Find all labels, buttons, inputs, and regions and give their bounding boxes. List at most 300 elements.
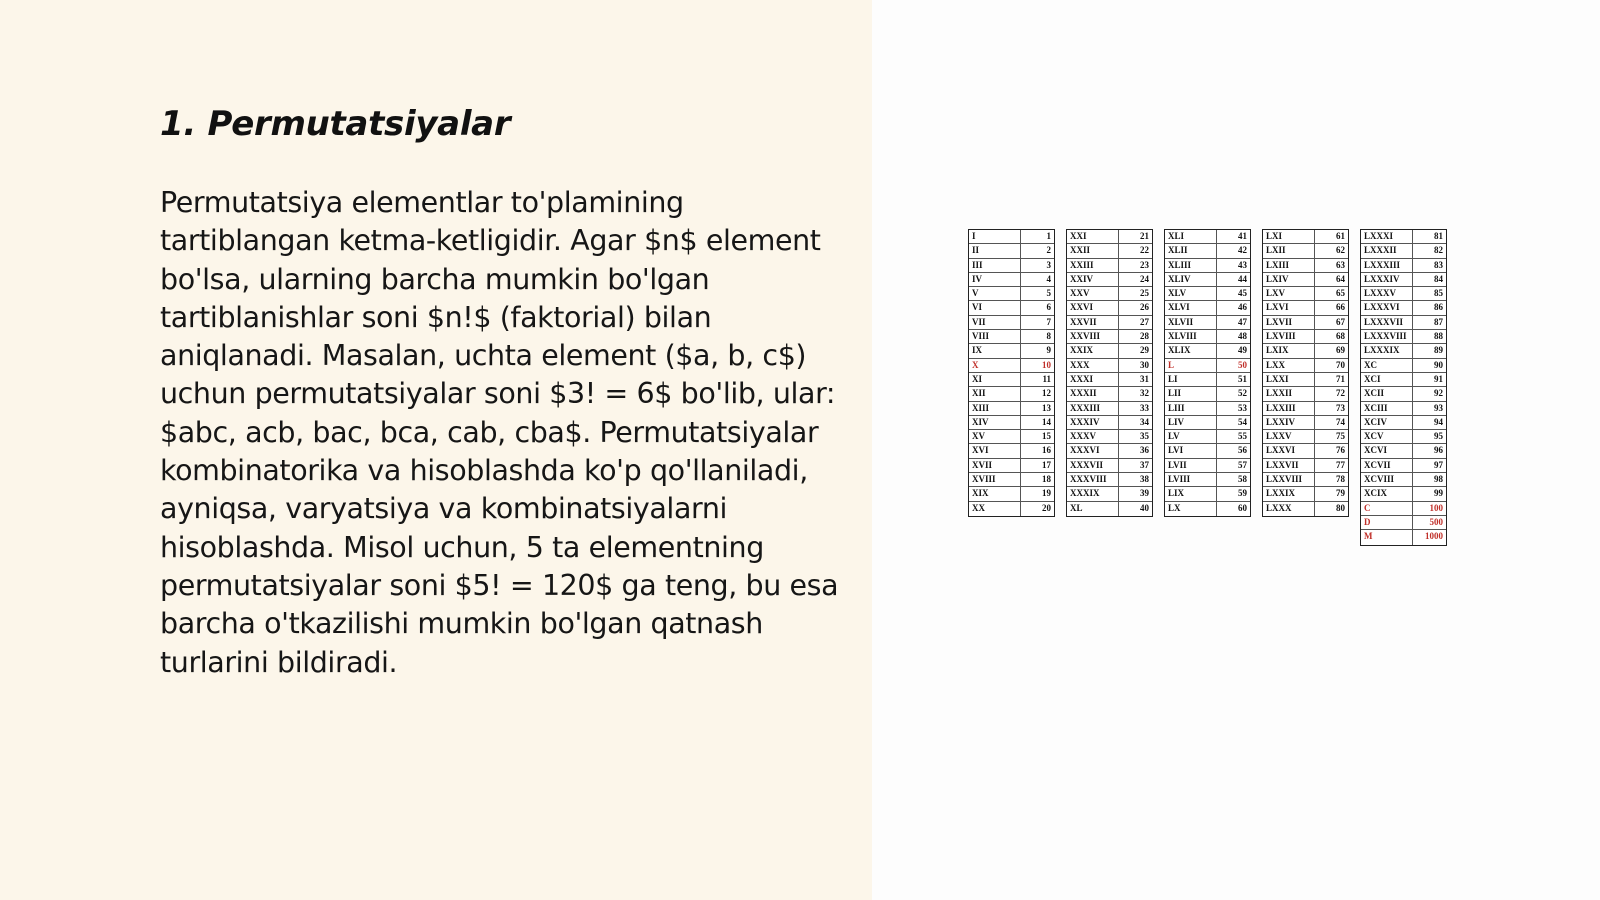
roman-numeral-cell: XXXI	[1067, 373, 1119, 386]
roman-numeral-cell: C	[1361, 502, 1413, 515]
table-row	[1165, 287, 1250, 301]
arabic-number-cell: 80	[1336, 502, 1345, 513]
table-row	[1263, 416, 1348, 430]
roman-numeral-cell: XX	[969, 502, 1021, 516]
table-row	[1263, 487, 1348, 501]
table-row	[969, 259, 1054, 273]
roman-numeral-cell: LXXXIX	[1361, 344, 1413, 357]
table-row	[1361, 273, 1446, 287]
table-row	[1165, 402, 1250, 416]
table-row	[1361, 330, 1446, 344]
arabic-number-cell: 43	[1238, 259, 1247, 270]
roman-numeral-cell: XXXIX	[1067, 487, 1119, 500]
arabic-number-cell: 5	[1046, 288, 1051, 299]
table-row	[1263, 230, 1348, 244]
arabic-number-cell: 31	[1140, 373, 1149, 384]
roman-numeral-cell: XC	[1361, 359, 1413, 372]
roman-numeral-cell: LXVIII	[1263, 330, 1315, 343]
table-row	[1165, 373, 1250, 387]
roman-numeral-cell: D	[1361, 516, 1413, 529]
arabic-number-cell: 29	[1140, 345, 1149, 356]
arabic-number-cell: 72	[1336, 388, 1345, 399]
table-row	[1067, 287, 1152, 301]
roman-numeral-cell: XCII	[1361, 387, 1413, 400]
roman-numeral-cell: XXII	[1067, 244, 1119, 257]
roman-numeral-cell: XLIII	[1165, 259, 1217, 272]
table-row	[1263, 259, 1348, 273]
roman-numeral-cell: XV	[969, 430, 1021, 443]
arabic-number-cell: 55	[1238, 431, 1247, 442]
arabic-number-cell: 49	[1238, 345, 1247, 356]
arabic-number-cell: 24	[1140, 273, 1149, 284]
table-row	[1263, 273, 1348, 287]
arabic-number-cell: 99	[1434, 488, 1443, 499]
arabic-number-cell: 28	[1140, 331, 1149, 342]
roman-numeral-cell: XXVIII	[1067, 330, 1119, 343]
arabic-number-cell: 97	[1434, 459, 1443, 470]
roman-numeral-cell: XLII	[1165, 244, 1217, 257]
table-row	[1165, 259, 1250, 273]
roman-numeral-cell: LII	[1165, 387, 1217, 400]
arabic-number-cell: 58	[1238, 474, 1247, 485]
arabic-number-cell: 16	[1042, 445, 1051, 456]
roman-numeral-cell: LXV	[1263, 287, 1315, 300]
roman-numeral-cell: VI	[969, 301, 1021, 314]
arabic-number-cell: 89	[1434, 345, 1443, 356]
arabic-number-cell: 53	[1238, 402, 1247, 413]
roman-numeral-cell: XLVII	[1165, 316, 1217, 329]
arabic-number-cell: 41	[1238, 231, 1247, 241]
table-row	[1067, 473, 1152, 487]
arabic-number-cell: 4	[1046, 273, 1051, 284]
table-row	[1165, 444, 1250, 458]
table-row	[1263, 359, 1348, 373]
arabic-number-cell: 95	[1434, 431, 1443, 442]
roman-numeral-cell: LXXXII	[1361, 244, 1413, 257]
roman-numeral-cell: LXXVIII	[1263, 473, 1315, 486]
table-row	[1263, 330, 1348, 344]
arabic-number-cell: 60	[1238, 502, 1247, 513]
arabic-number-cell: 19	[1042, 488, 1051, 499]
arabic-number-cell: 25	[1140, 288, 1149, 299]
arabic-number-cell: 1	[1046, 231, 1051, 241]
arabic-number-cell: 71	[1336, 373, 1345, 384]
table-row	[1165, 230, 1250, 244]
arabic-number-cell: 45	[1238, 288, 1247, 299]
roman-numeral-cell: LVI	[1165, 444, 1217, 457]
roman-numeral-cell: LXIV	[1263, 273, 1315, 286]
table-column	[1360, 229, 1447, 546]
arabic-number-cell: 32	[1140, 388, 1149, 399]
arabic-number-cell: 84	[1434, 273, 1443, 284]
arabic-number-cell: 56	[1238, 445, 1247, 456]
arabic-number-cell: 100	[1429, 502, 1443, 513]
roman-numerals-table	[968, 229, 1447, 546]
roman-numeral-cell: XLVI	[1165, 301, 1217, 314]
table-row	[1361, 287, 1446, 301]
table-row	[1263, 373, 1348, 387]
table-row	[1067, 502, 1152, 516]
arabic-number-cell: 20	[1042, 502, 1051, 513]
table-row	[1263, 344, 1348, 358]
roman-numeral-cell: LXXII	[1263, 387, 1315, 400]
table-row	[969, 502, 1054, 516]
arabic-number-cell: 500	[1429, 516, 1443, 527]
roman-numeral-cell: LXIX	[1263, 344, 1315, 357]
roman-numeral-cell: IV	[969, 273, 1021, 286]
roman-numeral-cell: XXXII	[1067, 387, 1119, 400]
table-row	[1165, 473, 1250, 487]
roman-numeral-cell: XLV	[1165, 287, 1217, 300]
roman-numeral-cell: XXVII	[1067, 316, 1119, 329]
roman-numeral-cell: LXI	[1263, 230, 1315, 243]
arabic-number-cell: 91	[1434, 373, 1443, 384]
table-row	[1263, 444, 1348, 458]
arabic-number-cell: 67	[1336, 316, 1345, 327]
roman-numeral-cell: XXXVI	[1067, 444, 1119, 457]
roman-numeral-cell: XL	[1067, 502, 1119, 516]
arabic-number-cell: 46	[1238, 302, 1247, 313]
arabic-number-cell: 98	[1434, 474, 1443, 485]
table-row	[969, 459, 1054, 473]
table-row	[1361, 459, 1446, 473]
arabic-number-cell: 79	[1336, 488, 1345, 499]
table-row	[1067, 459, 1152, 473]
slide-body-text: Permutatsiya elementlar to'plamining tartiblangan ketma-ketligidir. Agar $n$ element bo'lsa, ularning barcha mumkin bo'lgan tartiblanishlar soni $n!$ (faktorial) bilan aniqlanadi. Masalan, uchta element ($a, b, c$) uchun permutatsiyalar soni $3! = 6$ bo'lib, ular: $abc, acb, bac, bca, cab, cba$. Permutatsiyalar kombinatorika va hisoblashda ko'p qo'llaniladi, ayniqsa, varyatsiya va kombinatsiyalarni hisoblashda. Misol uchun, 5 ta elementning permutatsiyalar soni $5! = 120$ ga teng, bu esa barcha o'tkazilishi mumkin bo'lgan qatnash turlarini bildiradi.	[160, 186, 839, 679]
roman-numeral-cell: XCVIII	[1361, 473, 1413, 486]
roman-numeral-cell: LXXXVIII	[1361, 330, 1413, 343]
roman-numeral-cell: LXII	[1263, 244, 1315, 257]
roman-numeral-cell: LXXIII	[1263, 402, 1315, 415]
roman-numeral-cell: XXXV	[1067, 430, 1119, 443]
roman-numeral-cell: XXIII	[1067, 259, 1119, 272]
table-row	[1067, 487, 1152, 501]
arabic-number-cell: 82	[1434, 245, 1443, 256]
table-row	[969, 444, 1054, 458]
roman-numeral-cell: LXXVI	[1263, 444, 1315, 457]
arabic-number-cell: 1000	[1425, 531, 1443, 542]
roman-numeral-cell: XLIV	[1165, 273, 1217, 286]
arabic-number-cell: 23	[1140, 259, 1149, 270]
roman-numeral-cell: XCVII	[1361, 459, 1413, 472]
roman-numeral-cell: XI	[969, 373, 1021, 386]
table-row	[1165, 487, 1250, 501]
roman-numeral-cell: XXXIV	[1067, 416, 1119, 429]
table-row	[1067, 273, 1152, 287]
table-row	[1067, 416, 1152, 430]
roman-numeral-cell: XIX	[969, 487, 1021, 500]
table-row	[1263, 459, 1348, 473]
table-row	[1361, 530, 1446, 544]
arabic-number-cell: 86	[1434, 302, 1443, 313]
table-row	[1361, 344, 1446, 358]
arabic-number-cell: 83	[1434, 259, 1443, 270]
arabic-number-cell: 21	[1140, 231, 1149, 241]
roman-numeral-cell: VII	[969, 316, 1021, 329]
roman-numeral-cell: XIV	[969, 416, 1021, 429]
table-row	[1067, 359, 1152, 373]
roman-numeral-cell: LXXXIV	[1361, 273, 1413, 286]
table-row	[1067, 301, 1152, 315]
roman-numeral-cell: LIII	[1165, 402, 1217, 415]
arabic-number-cell: 51	[1238, 373, 1247, 384]
roman-numeral-cell: V	[969, 287, 1021, 300]
arabic-number-cell: 85	[1434, 288, 1443, 299]
table-row	[1165, 273, 1250, 287]
arabic-number-cell: 47	[1238, 316, 1247, 327]
table-row	[1361, 487, 1446, 501]
arabic-number-cell: 30	[1140, 359, 1149, 370]
roman-numeral-cell: LXXV	[1263, 430, 1315, 443]
roman-numeral-cell: XCVI	[1361, 444, 1413, 457]
roman-numeral-cell: XXXIII	[1067, 402, 1119, 415]
table-row	[1067, 373, 1152, 387]
arabic-number-cell: 6	[1046, 302, 1051, 313]
arabic-number-cell: 54	[1238, 416, 1247, 427]
roman-numeral-cell: XLIX	[1165, 344, 1217, 357]
arabic-number-cell: 93	[1434, 402, 1443, 413]
table-row	[1165, 359, 1250, 373]
arabic-number-cell: 87	[1434, 316, 1443, 327]
table-row	[969, 373, 1054, 387]
arabic-number-cell: 48	[1238, 331, 1247, 342]
table-row	[969, 287, 1054, 301]
roman-numeral-cell: XVI	[969, 444, 1021, 457]
arabic-number-cell: 44	[1238, 273, 1247, 284]
arabic-number-cell: 62	[1336, 245, 1345, 256]
roman-numeral-cell: III	[969, 259, 1021, 272]
table-row	[969, 316, 1054, 330]
table-row	[1361, 244, 1446, 258]
arabic-number-cell: 50	[1238, 359, 1247, 370]
table-row	[1165, 387, 1250, 401]
table-row	[969, 473, 1054, 487]
arabic-number-cell: 96	[1434, 445, 1443, 456]
arabic-number-cell: 59	[1238, 488, 1247, 499]
roman-numeral-cell: XII	[969, 387, 1021, 400]
roman-numeral-cell: LI	[1165, 373, 1217, 386]
roman-numeral-cell: XCV	[1361, 430, 1413, 443]
arabic-number-cell: 64	[1336, 273, 1345, 284]
table-row	[1361, 402, 1446, 416]
roman-numeral-cell: LXX	[1263, 359, 1315, 372]
roman-numeral-cell: LXXIX	[1263, 487, 1315, 500]
table-row	[1067, 316, 1152, 330]
arabic-number-cell: 37	[1140, 459, 1149, 470]
roman-numeral-cell: LVIII	[1165, 473, 1217, 486]
table-row	[1361, 502, 1446, 516]
arabic-number-cell: 75	[1336, 431, 1345, 442]
roman-numeral-cell: LXXX	[1263, 502, 1315, 516]
table-row	[969, 416, 1054, 430]
arabic-number-cell: 38	[1140, 474, 1149, 485]
table-row	[1067, 444, 1152, 458]
table-row	[1361, 416, 1446, 430]
roman-numeral-cell: XXV	[1067, 287, 1119, 300]
table-row	[1165, 330, 1250, 344]
arabic-number-cell: 12	[1042, 388, 1051, 399]
table-row	[1165, 459, 1250, 473]
arabic-number-cell: 36	[1140, 445, 1149, 456]
table-row	[1361, 516, 1446, 530]
arabic-number-cell: 61	[1336, 231, 1345, 241]
table-row	[1361, 444, 1446, 458]
roman-numeral-cell: XCIV	[1361, 416, 1413, 429]
roman-numeral-cell: I	[969, 230, 1021, 243]
roman-numeral-cell: XXVI	[1067, 301, 1119, 314]
roman-numeral-cell: LXXXVII	[1361, 316, 1413, 329]
table-row	[1361, 430, 1446, 444]
arabic-number-cell: 78	[1336, 474, 1345, 485]
table-row	[969, 244, 1054, 258]
roman-numeral-cell: XLVIII	[1165, 330, 1217, 343]
arabic-number-cell: 81	[1434, 231, 1443, 241]
table-row	[1263, 473, 1348, 487]
table-row	[969, 344, 1054, 358]
arabic-number-cell: 8	[1046, 331, 1051, 342]
roman-numeral-cell: II	[969, 244, 1021, 257]
arabic-number-cell: 65	[1336, 288, 1345, 299]
arabic-number-cell: 39	[1140, 488, 1149, 499]
table-row	[1067, 344, 1152, 358]
table-row	[1165, 244, 1250, 258]
table-row	[1165, 301, 1250, 315]
arabic-number-cell: 73	[1336, 402, 1345, 413]
roman-numeral-cell: LXXI	[1263, 373, 1315, 386]
table-row	[1165, 416, 1250, 430]
arabic-number-cell: 7	[1046, 316, 1051, 327]
table-row	[1361, 316, 1446, 330]
arabic-number-cell: 94	[1434, 416, 1443, 427]
roman-numeral-cell: XXXVIII	[1067, 473, 1119, 486]
table-column	[1164, 229, 1251, 517]
arabic-number-cell: 2	[1046, 245, 1051, 256]
arabic-number-cell: 9	[1046, 345, 1051, 356]
table-row	[1361, 473, 1446, 487]
table-row	[1263, 244, 1348, 258]
roman-numeral-cell: XXXVII	[1067, 459, 1119, 472]
table-row	[1263, 287, 1348, 301]
table-row	[1361, 301, 1446, 315]
roman-numeral-cell: M	[1361, 530, 1413, 544]
arabic-number-cell: 90	[1434, 359, 1443, 370]
arabic-number-cell: 27	[1140, 316, 1149, 327]
table-row	[1165, 344, 1250, 358]
roman-numeral-cell: XXI	[1067, 230, 1119, 243]
table-row	[969, 487, 1054, 501]
arabic-number-cell: 26	[1140, 302, 1149, 313]
arabic-number-cell: 77	[1336, 459, 1345, 470]
table-row	[1263, 316, 1348, 330]
arabic-number-cell: 34	[1140, 416, 1149, 427]
roman-numeral-cell: VIII	[969, 330, 1021, 343]
arabic-number-cell: 14	[1042, 416, 1051, 427]
roman-numeral-cell: LXVI	[1263, 301, 1315, 314]
arabic-number-cell: 11	[1042, 373, 1051, 384]
arabic-number-cell: 74	[1336, 416, 1345, 427]
arabic-number-cell: 66	[1336, 302, 1345, 313]
arabic-number-cell: 52	[1238, 388, 1247, 399]
table-row	[969, 359, 1054, 373]
table-row	[1361, 387, 1446, 401]
roman-numeral-cell: XVIII	[969, 473, 1021, 486]
roman-numeral-cell: XXX	[1067, 359, 1119, 372]
arabic-number-cell: 57	[1238, 459, 1247, 470]
roman-numeral-cell: XCIX	[1361, 487, 1413, 500]
table-row	[1067, 259, 1152, 273]
roman-numeral-cell: LXXXVI	[1361, 301, 1413, 314]
roman-numeral-cell: LX	[1165, 502, 1217, 516]
table-row	[1263, 301, 1348, 315]
roman-numeral-cell: XCI	[1361, 373, 1413, 386]
arabic-number-cell: 35	[1140, 431, 1149, 442]
table-row	[1263, 402, 1348, 416]
arabic-number-cell: 63	[1336, 259, 1345, 270]
table-row	[969, 402, 1054, 416]
table-row	[1165, 502, 1250, 516]
table-row	[1263, 387, 1348, 401]
table-row	[1067, 430, 1152, 444]
arabic-number-cell: 42	[1238, 245, 1247, 256]
arabic-number-cell: 70	[1336, 359, 1345, 370]
slide-title: 1. Permutatsiyalar	[160, 104, 511, 144]
roman-numeral-cell: LXXVII	[1263, 459, 1315, 472]
roman-numeral-cell: LXXXIII	[1361, 259, 1413, 272]
table-row	[1165, 430, 1250, 444]
arabic-number-cell: 68	[1336, 331, 1345, 342]
table-row	[1067, 244, 1152, 258]
roman-numeral-cell: XVII	[969, 459, 1021, 472]
arabic-number-cell: 13	[1042, 402, 1051, 413]
roman-numeral-cell: LXXXV	[1361, 287, 1413, 300]
table-row	[969, 430, 1054, 444]
table-row	[1067, 402, 1152, 416]
table-row	[1263, 430, 1348, 444]
roman-numeral-cell: XIII	[969, 402, 1021, 415]
table-row	[1361, 230, 1446, 244]
roman-numeral-cell: LXXIV	[1263, 416, 1315, 429]
arabic-number-cell: 69	[1336, 345, 1345, 356]
arabic-number-cell: 22	[1140, 245, 1149, 256]
roman-numeral-cell: X	[969, 359, 1021, 372]
table-row	[1165, 316, 1250, 330]
roman-numeral-cell: LXXXI	[1361, 230, 1413, 243]
roman-numeral-cell: LXVII	[1263, 316, 1315, 329]
table-row	[1067, 387, 1152, 401]
table-row	[969, 301, 1054, 315]
roman-numeral-cell: LVII	[1165, 459, 1217, 472]
arabic-number-cell: 17	[1042, 459, 1051, 470]
arabic-number-cell: 18	[1042, 474, 1051, 485]
arabic-number-cell: 15	[1042, 431, 1051, 442]
roman-numeral-cell: L	[1165, 359, 1217, 372]
table-row	[1263, 502, 1348, 516]
roman-numeral-cell: IX	[969, 344, 1021, 357]
table-column	[1262, 229, 1349, 517]
arabic-number-cell: 3	[1046, 259, 1051, 270]
roman-numeral-cell: LXIII	[1263, 259, 1315, 272]
table-row	[969, 230, 1054, 244]
table-row	[1067, 330, 1152, 344]
table-column	[968, 229, 1055, 517]
arabic-number-cell: 88	[1434, 331, 1443, 342]
arabic-number-cell: 33	[1140, 402, 1149, 413]
roman-numeral-cell: XXIX	[1067, 344, 1119, 357]
table-row	[1361, 373, 1446, 387]
roman-numeral-cell: XXIV	[1067, 273, 1119, 286]
table-row	[969, 387, 1054, 401]
table-row	[969, 273, 1054, 287]
